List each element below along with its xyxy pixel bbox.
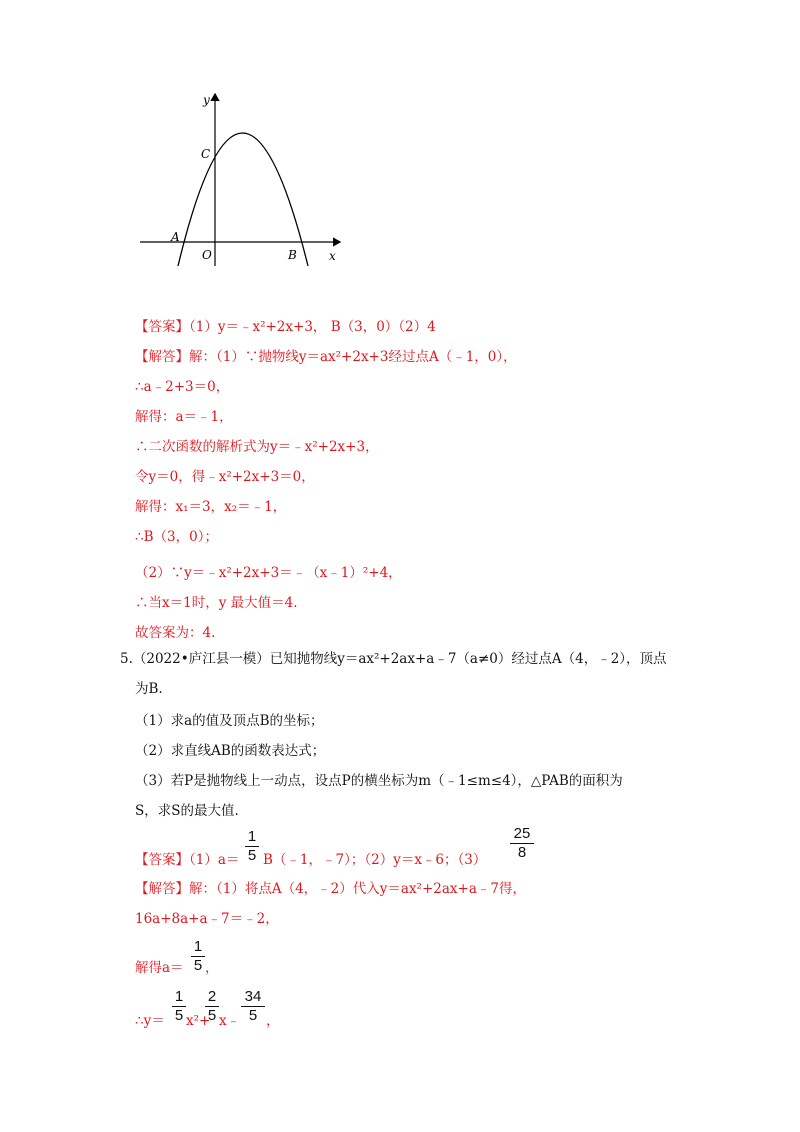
prob5-solution-line4-end: ， — [266, 1013, 280, 1029]
fraction-solve-a — [191, 939, 205, 974]
prob4-answer: 【答案】（1）y＝﹣x²+2x+3， B（3，0）（2）4 — [135, 319, 436, 335]
parabola-curve — [178, 133, 308, 266]
fraction-denominator: 5 — [248, 1007, 258, 1024]
prob4-solution-line: 令y＝0，得﹣x²+2x+3＝0， — [135, 469, 315, 485]
fraction-coef-x — [205, 989, 219, 1024]
prob5-solution-line3-tail: ， — [205, 960, 219, 976]
x-axis-label: x — [329, 249, 336, 263]
point-c-label: C — [201, 147, 211, 161]
fraction-denominator: 5 — [247, 847, 257, 864]
point-b-label: B — [288, 248, 297, 262]
prob4-solution-line: 故答案为：4. — [135, 625, 216, 641]
prob5-solution-line2: 16a+8a+a﹣7＝﹣2， — [135, 911, 279, 927]
prob5-solution-line4-start: ∴y＝ — [135, 1013, 165, 1029]
fraction-a-value — [245, 829, 259, 864]
prob4-solution-line: ∴a﹣2+3＝0， — [135, 379, 230, 395]
fraction-max-area — [510, 826, 534, 861]
fraction-numerator: 1 — [247, 828, 257, 845]
fraction-denominator: 5 — [207, 1007, 217, 1024]
point-a-label: A — [171, 230, 180, 244]
prob5-solution-line4-x: x﹣ — [219, 1013, 241, 1029]
fraction-numerator: 34 — [244, 988, 262, 1005]
prob5-question-3a: （3）若P是抛物线上一动点，设点P的横坐标为m（﹣1≤m≤4），△PAB的面积为 — [135, 773, 623, 789]
fraction-denominator: 5 — [193, 957, 203, 974]
prob4-solution-line: 解得：x₁＝3，x₂＝﹣1， — [135, 499, 287, 515]
fraction-numerator: 2 — [207, 988, 217, 1005]
prob5-stem-line1: 5.（2022•庐江县一模）已知抛物线y＝ax²+2ax+a﹣7（a≠0）经过点A（4，﹣2），顶点 — [120, 651, 667, 667]
prob5-question-2: （2）求直线AB的函数表达式； — [135, 743, 326, 759]
prob4-solution-line: ∴当x＝1时，y 最大值＝4. — [135, 595, 298, 611]
prob5-stem-line2: 为B. — [135, 681, 163, 697]
prob5-question-1: （1）求a的值及顶点B的坐标； — [135, 713, 324, 729]
fraction-numerator: 1 — [174, 988, 184, 1005]
fraction-denominator: 8 — [517, 844, 527, 861]
fraction-denominator: 5 — [174, 1007, 184, 1024]
prob5-answer-part2: B（﹣1，﹣7）；（2）y＝x﹣6；（3） — [263, 852, 487, 868]
prob4-solution-line: 解得：a＝﹣1， — [135, 409, 233, 425]
prob5-answer-part1: 【答案】（1）a＝ — [135, 852, 240, 868]
prob5-question-3b: S，求S的最大值. — [135, 803, 239, 819]
prob5-solution-line3: 解得a＝ — [135, 960, 184, 976]
prob4-solution-line: （2）∵y＝﹣x²+2x+3＝﹣（x﹣1）²+4， — [135, 565, 402, 581]
prob5-solution-line4-x2: x²+ — [186, 1013, 211, 1029]
fraction-numerator: 1 — [193, 938, 203, 955]
prob5-solution-line1: 【解答】解：（1）将点A（4，﹣2）代入y＝ax²+2ax+a﹣7得， — [135, 881, 526, 897]
fraction-numerator: 25 — [513, 825, 531, 842]
prob4-solution-line: 【解答】解：（1）∵抛物线y＝ax²+2x+3经过点A（﹣1，0）， — [135, 349, 517, 365]
y-axis-label: y — [203, 93, 210, 107]
origin-label: O — [202, 248, 212, 262]
prob4-solution-line: ∴B（3，0）； — [135, 529, 218, 545]
fraction-coef-x2 — [172, 989, 186, 1024]
prob4-solution-line: ∴二次函数的解析式为y＝﹣x²+2x+3， — [135, 439, 379, 455]
fraction-constant — [241, 989, 265, 1024]
parabola-graph — [140, 88, 350, 268]
